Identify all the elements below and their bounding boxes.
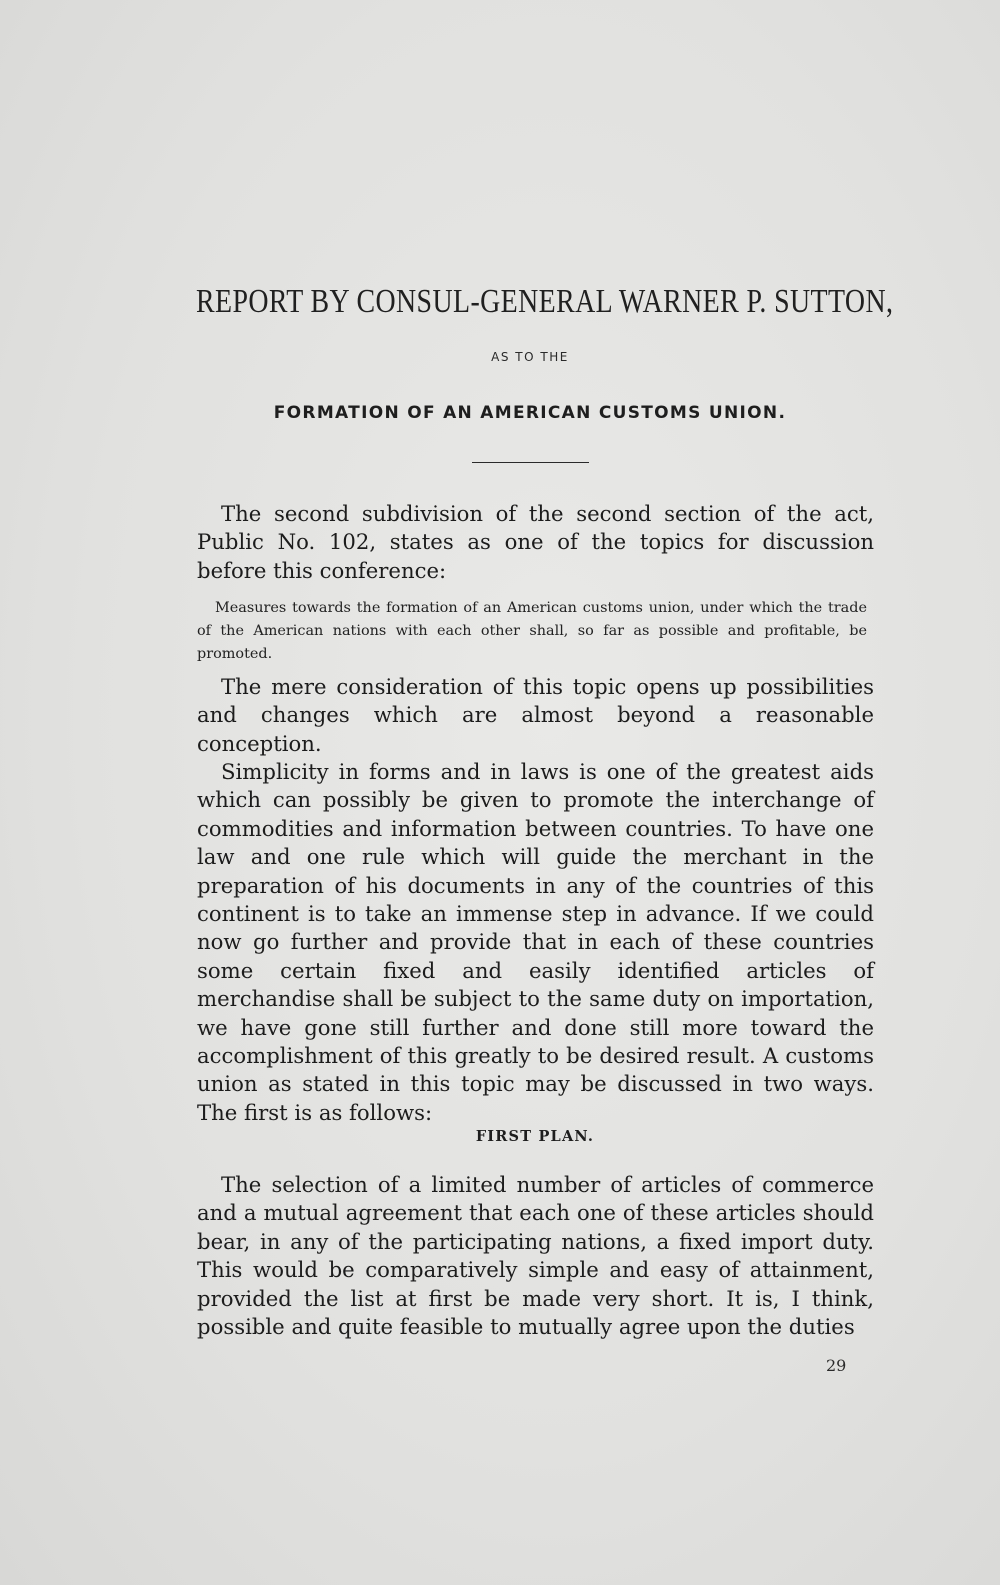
quotation-text: Measures towards the formation of an American customs union, under which the trade of the American nations with each other shall, so far as possible and profitable, be promoted. bbox=[197, 600, 867, 662]
paragraph-simplicity bbox=[197, 758, 874, 1127]
paragraph-text: The mere consideration of this topic opens up possibilities and changes which are almost beyond a reasonable conception. bbox=[197, 674, 874, 756]
section-divider bbox=[472, 462, 589, 463]
paragraph-text: The second subdivision of the second section of the act, Public No. 102, states as one of the topics for discussion before this conference: bbox=[197, 501, 874, 583]
paragraph-consideration bbox=[197, 673, 874, 758]
quoted-measure bbox=[197, 597, 867, 666]
paragraph-intro bbox=[197, 500, 874, 585]
report-subtitle: AS TO THE bbox=[491, 350, 569, 364]
report-title: REPORT BY CONSUL-GENERAL WARNER P. SUTTON, bbox=[196, 283, 894, 320]
report-heading: FORMATION OF AN AMERICAN CUSTOMS UNION. bbox=[273, 403, 787, 423]
section-heading-first-plan: FIRST PLAN. bbox=[475, 1128, 595, 1145]
paragraph-first-plan bbox=[197, 1171, 874, 1341]
paragraph-text: The selection of a limited number of articles of commerce and a mutual agreement that each one of these articles should bear, in any of the participating nations, a fixed import duty. This would be comparatively simple and easy of attainment, provided the list at first be made very short. It is, I think, possible and quite feasible to mutually agree upon the duties bbox=[197, 1172, 874, 1340]
page-number: 29 bbox=[826, 1356, 847, 1375]
paragraph-text: Simplicity in forms and in laws is one of the greatest aids which can possibly be given to promote the interchange of commodities and information between countries. To have one law and one rule which will guide the merchant in the preparation of his documents in any of the countries of this continent is to take an immense step in advance. If we could now go further and provide that in each of these countries some certain fixed and easily identified articles of merchandise shall be subject to the same duty on importation, we have gone still further and done still more toward the accomplishment of this greatly to be desired result. A customs union as stated in this topic may be discussed in two ways. The first is as follows: bbox=[197, 759, 874, 1125]
